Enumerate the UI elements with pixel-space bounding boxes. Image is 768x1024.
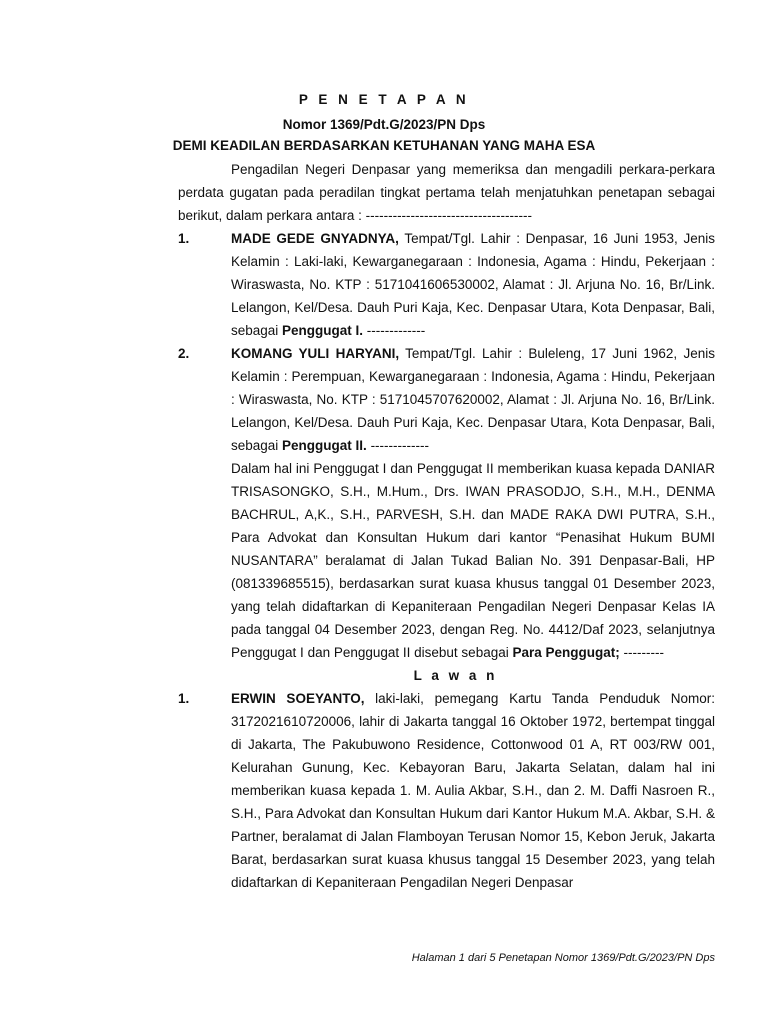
item-number: 1. [178, 231, 190, 246]
dash-filler: ------------- [363, 323, 426, 338]
plaintiff-1-details [231, 227, 715, 342]
party-details: laki-laki, pemegang Kartu Tanda Penduduk Nomor: 3172021610720006, lahir di Jakarta tanggal 16 Oktober 1972, bertempat tinggal di Jakarta, The Pakubuwono Residence, Cottonwood 01 A, RT 003/RW 001, Kelurahan Gunung, Kec. Kebayoran Baru, Jakarta Selatan, dalam hal ini memberikan kuasa kepada 1. M. Aulia Akbar, S.H., dan 2. M. Daffi Nasroen R., S.H., Para Advokat dan Konsultan Hukum dari Kantor Hukum M.A. Akbar, S.H. & Partner, beralamat di Jalan Flamboyan Terusan Nomor 15, Kebon Jeruk, Jakarta Barat, berdasarkan surat kuasa khusus tanggal 15 Desember 2023, yang telah didaftarkan di Kepaniteraan Pengadilan Negeri Denpasar [231, 691, 715, 890]
party-name: KOMANG YULI HARYANI, [231, 346, 400, 361]
power-of-attorney-text: Dalam hal ini Penggugat I dan Penggugat II memberikan kuasa kepada DANIAR TRISASONGKO, S.H., M.Hum., Drs. IWAN PRASODJO, S.H., M.H., DENMA BACHRUL, A,K., S.H., PARVESH, S.H. dan MADE RAKA DWI PUTRA, S.H., Para Advokat dan Konsultan Hukum dari kantor “Penasihat Hukum BUMI NUSANTARA” beralamat di Jalan Tukad Balian No. 391 Denpasar-Bali, HP (081339685515), berdasarkan surat kuasa khusus tanggal 01 Desember 2023, yang telah didaftarkan di Kepaniteraan Pengadilan Negeri Denpasar Kelas IA pada tanggal 04 Desember 2023, dengan Reg. No. 4412/Daf 2023, selanjutnya Penggugat I dan Penggugat II disebut sebagai [231, 461, 715, 660]
intro-paragraph: Pengadilan Negeri Denpasar yang memeriksa dan mengadili perkara-perkara perdata gugatan pada peradilan tingkat pertama telah menjatuhkan penetapan sebagai berikut, dalam perkara antara : ------------------------------------- [178, 162, 715, 223]
plaintiff-2 [178, 342, 715, 664]
dash-filler: --------- [619, 645, 664, 660]
party-name: ERWIN SOEYANTO, [231, 691, 365, 706]
defendant-1 [178, 687, 715, 894]
party-role: Penggugat I. [282, 323, 364, 338]
page-footer: Halaman 1 dari 5 Penetapan Nomor 1369/Pdt.G/2023/PN Dps [411, 952, 715, 964]
dash-filler: ------------- [366, 438, 430, 453]
plaintiff-1 [178, 227, 715, 342]
case-number: Nomor 1369/Pdt.G/2023/PN Dps [282, 117, 486, 132]
item-number: 1. [178, 691, 190, 706]
plaintiff-2-details [231, 342, 715, 664]
versus-heading: L a w a n [413, 668, 498, 683]
party-role: Para Penggugat; [512, 645, 620, 660]
document-body [178, 158, 715, 894]
party-details: Tempat/Tgl. Lahir : Buleleng, 17 Juni 1962, Jenis Kelamin : Perempuan, Kewarganegaraan : Indonesia, Agama : Hindu, Pekerjaan : Wiraswasta, No. KTP : 5171045707620002, Alamat : Jl. Arjuna No. 16, Br/Link. Lelangon, Kel/Desa. Dauh Puri Kaja, Kec. Denpasar Utara, Kota Denpasar, Bali, sebagai [231, 346, 715, 453]
item-number: 2. [178, 346, 190, 361]
defendant-1-details [231, 687, 715, 894]
party-details: Tempat/Tgl. Lahir : Denpasar, 16 Juni 1953, Jenis Kelamin : Laki-laki, Kewarganegaraan : Indonesia, Agama : Hindu, Pekerjaan : Wiraswasta, No. KTP : 5171041606530002, Alamat : Jl. Arjuna No. 16, Br/Link. Lelangon, Kel/Desa. Dauh Puri Kaja, Kec. Denpasar Utara, Kota Denpasar, Bali, sebagai [231, 231, 715, 338]
party-name: MADE GEDE GNYADNYA, [231, 231, 399, 246]
document-title: P E N E T A P A N [298, 92, 470, 107]
justice-heading: DEMI KEADILAN BERDASARKAN KETUHANAN YANG MAHA ESA [172, 138, 596, 153]
party-role: Penggugat II. [282, 438, 367, 453]
